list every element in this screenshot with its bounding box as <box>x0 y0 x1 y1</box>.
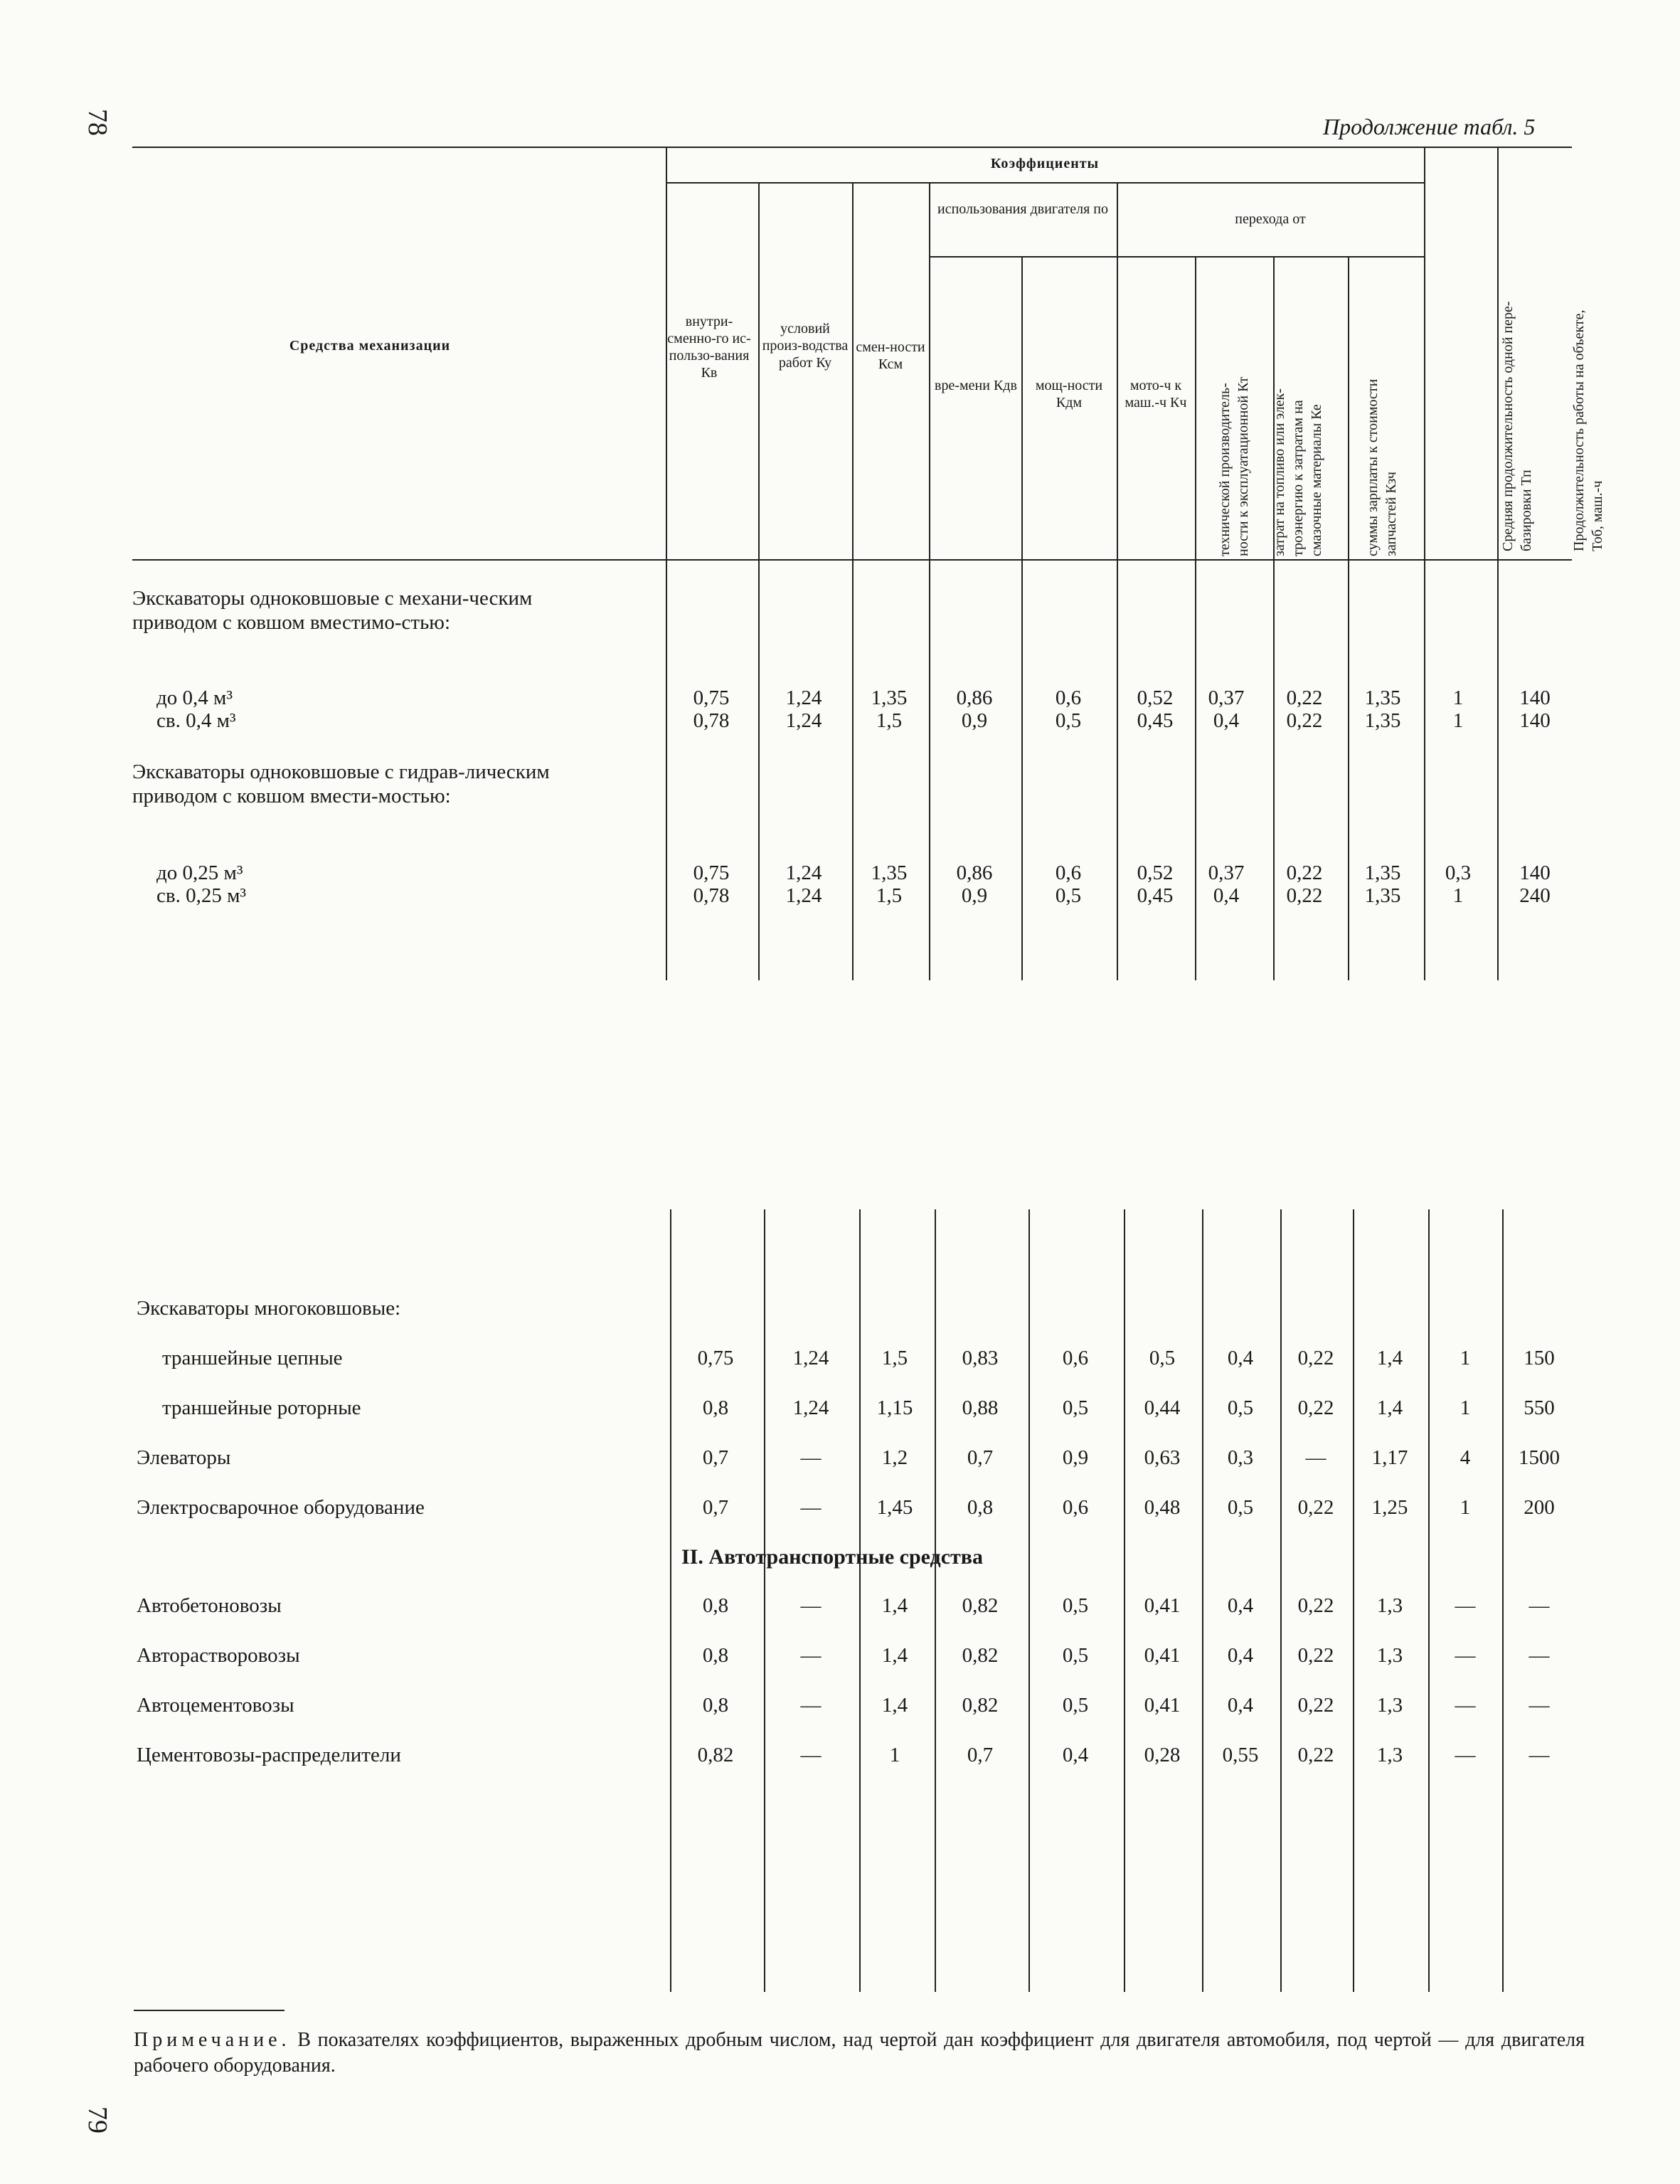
header-k-dv: вре-мени Кдв <box>935 378 1017 393</box>
table-cell: 1,35 <box>1364 709 1401 732</box>
row-label: Авторастворовозы <box>137 1644 300 1667</box>
table-cell: 0,41 <box>1144 1594 1181 1617</box>
table-cell: 0,63 <box>1144 1446 1181 1469</box>
table-cell: 0,22 <box>1297 1594 1334 1617</box>
table-cell: 1,24 <box>785 862 822 884</box>
header-engine-use: использования двигателя по <box>937 201 1108 217</box>
table-cell: 0,4 <box>1227 1694 1254 1717</box>
table-cell: — <box>800 1694 822 1717</box>
table-cell: 0,52 <box>1137 862 1174 884</box>
table-cell: — <box>800 1446 822 1469</box>
table-cell: 1,4 <box>881 1644 908 1667</box>
header-transition: перехода от <box>1235 211 1306 227</box>
page-number-bottom: 79 <box>83 2106 112 2133</box>
table-cell: 1 <box>1460 1347 1471 1369</box>
table-cell: — <box>1529 1594 1550 1617</box>
row-label: Электросварочное оборудование <box>137 1496 425 1519</box>
group-title-multi: Экскаваторы многоковшовые: <box>137 1297 401 1320</box>
table-cell: 0,6 <box>1055 687 1082 709</box>
section-title: II. Автотранспортные средства <box>681 1545 983 1569</box>
table-cell: 0,4 <box>1227 1347 1254 1369</box>
table-cell: 0,88 <box>962 1396 999 1419</box>
table-cell: 0,82 <box>697 1744 734 1766</box>
table-cell: 1 <box>1452 884 1464 907</box>
table-cell: 4 <box>1460 1446 1471 1469</box>
table-cell: 0,22 <box>1286 709 1323 732</box>
table-cell: 0,5 <box>1227 1496 1254 1519</box>
table-cell: — <box>1529 1744 1550 1766</box>
table-cell: 0,28 <box>1144 1744 1181 1766</box>
table-cell: — <box>1455 1694 1476 1717</box>
table-cell: 0,7 <box>702 1496 729 1519</box>
table-cell: 0,82 <box>962 1694 999 1717</box>
header-k-zch: суммы зарплаты к стоимости запчастей Кзч <box>1365 378 1399 556</box>
table-cell: 0,5 <box>1062 1594 1089 1617</box>
row-label: Автобетоновозы <box>137 1594 282 1617</box>
header-t-ob: Продолжительность работы на объекте, Тоб, маш.-ч <box>1571 309 1605 551</box>
page-number-top: 78 <box>83 109 112 136</box>
table-cell: — <box>800 1744 822 1766</box>
table-cell: 1,3 <box>1376 1694 1403 1717</box>
continuation-caption: Продолжение табл. 5 <box>1323 114 1536 139</box>
table-cell: 0,8 <box>702 1644 729 1667</box>
table-cell: 0,44 <box>1144 1396 1181 1419</box>
table-cell: 1,35 <box>1364 884 1401 907</box>
group-title-mech: Экскаваторы одноковшовые с механи-ческим приводом с ковшом вместимо-стью: <box>132 587 533 634</box>
table-cell: 0,41 <box>1144 1694 1181 1717</box>
row-label: до 0,25 м³ <box>156 862 243 884</box>
table-cell: 1,45 <box>876 1496 913 1519</box>
table-cell: 0,75 <box>693 862 730 884</box>
table-cell: 0,52 <box>1137 687 1174 709</box>
table-cell: 1,24 <box>792 1396 829 1419</box>
header-coefficients: Коэффициенты <box>990 156 1100 171</box>
table-cell: 1,5 <box>876 884 903 907</box>
table-cell: 1,15 <box>876 1396 913 1419</box>
table-cell: — <box>1455 1744 1476 1766</box>
table-cell: 200 <box>1524 1496 1555 1519</box>
table-cell: 1,35 <box>871 687 908 709</box>
table-cell: 1 <box>1452 687 1464 709</box>
table-cell: 1,4 <box>881 1594 908 1617</box>
table-cell: 0,48 <box>1144 1496 1181 1519</box>
table-cell: 1,4 <box>1376 1347 1403 1369</box>
table-cell: 1,24 <box>785 687 822 709</box>
row-label: траншейные цепные <box>162 1347 343 1369</box>
footnote <box>134 2027 1585 2079</box>
table-cell: 1,35 <box>871 862 908 884</box>
table-cell: — <box>1529 1644 1550 1667</box>
table-cell: 1,24 <box>792 1347 829 1369</box>
table-cell: 0,83 <box>962 1347 999 1369</box>
table-cell: 0,7 <box>967 1446 994 1469</box>
table-cell: — <box>1305 1446 1327 1469</box>
header-k-u: условий произ-водства работ Ку <box>762 321 849 371</box>
table-cell: 0,8 <box>702 1694 729 1717</box>
table-cell: 1,3 <box>1376 1594 1403 1617</box>
table-cell: 0,6 <box>1055 862 1082 884</box>
table-cell: 0,22 <box>1297 1396 1334 1419</box>
table-cell: 0,55 <box>1222 1744 1259 1766</box>
row-label: траншейные роторные <box>162 1396 361 1419</box>
row-label: до 0,4 м³ <box>156 687 233 709</box>
table-cell: 0,5 <box>1062 1694 1089 1717</box>
table-cell: 1,35 <box>1364 687 1401 709</box>
table-cell: 1,4 <box>881 1694 908 1717</box>
table-cell: 1,25 <box>1371 1496 1408 1519</box>
table-cell: 140 <box>1519 862 1551 884</box>
table-cell: 0,5 <box>1055 884 1082 907</box>
table-cell: 1,3 <box>1376 1644 1403 1667</box>
table-cell: 1 <box>1460 1496 1471 1519</box>
table-cell: 0,86 <box>956 687 993 709</box>
table-cell: — <box>800 1496 822 1519</box>
table-cell: 0,22 <box>1297 1744 1334 1766</box>
table-cell: 240 <box>1519 884 1551 907</box>
table-cell: 0,22 <box>1297 1496 1334 1519</box>
table-cell: 0,5 <box>1062 1396 1089 1419</box>
table-cell: 1,3 <box>1376 1744 1403 1766</box>
table-cell: 0,45 <box>1137 709 1174 732</box>
row-label: св. 0,4 м³ <box>156 709 236 732</box>
table-cell: 0,22 <box>1286 862 1323 884</box>
table-cell: 1,5 <box>881 1347 908 1369</box>
table-cell: 0,22 <box>1286 687 1323 709</box>
header-k-dm: мощ-ности Кдм <box>1035 378 1103 410</box>
table-cell: 0,8 <box>702 1396 729 1419</box>
table-cell: 0,6 <box>1062 1496 1089 1519</box>
table-cell: 0,9 <box>961 884 988 907</box>
table-cell: 140 <box>1519 687 1551 709</box>
header-k-ch: мото-ч к маш.-ч Кч <box>1125 378 1187 410</box>
table-cell: 0,5 <box>1149 1347 1176 1369</box>
header-k-sm: смен-ности Ксм <box>856 339 925 372</box>
table-cell: 0,5 <box>1055 709 1082 732</box>
table-cell: 0,8 <box>967 1496 994 1519</box>
table-cell: — <box>1455 1594 1476 1617</box>
table-cell: 1 <box>1452 709 1464 732</box>
table-cell: 1500 <box>1519 1446 1560 1469</box>
header-k-v: внутри-сменно-го ис-пользо-вания Кв <box>667 314 751 381</box>
table-cell: 0,5 <box>1227 1396 1254 1419</box>
table-cell: — <box>800 1594 822 1617</box>
row-label: Автоцементовозы <box>137 1694 294 1717</box>
table-cell: 0,9 <box>961 709 988 732</box>
table-cell: 0,86 <box>956 862 993 884</box>
row-label: св. 0,25 м³ <box>156 884 247 907</box>
table-cell: 140 <box>1519 709 1551 732</box>
table-cell: — <box>1455 1644 1476 1667</box>
table-cell: 0,78 <box>693 709 730 732</box>
table-cell: 1,4 <box>1376 1396 1403 1419</box>
table-cell: 0,5 <box>1062 1644 1089 1667</box>
table-cell: 0,22 <box>1297 1644 1334 1667</box>
table-cell: 0,7 <box>702 1446 729 1469</box>
table-cell: 0,22 <box>1297 1694 1334 1717</box>
table-cell: 0,4 <box>1213 709 1240 732</box>
header-k-t: технической производитель- ности к эксплуатационной Кт <box>1217 376 1251 556</box>
table-cell: 0,4 <box>1213 884 1240 907</box>
table-cell: 0,8 <box>702 1594 729 1617</box>
row-label: Цементовозы-распределители <box>137 1744 401 1766</box>
table-cell: 0,6 <box>1062 1347 1089 1369</box>
table-cell: 0,4 <box>1227 1594 1254 1617</box>
footnote-text: В показателях коэффициентов, выраженных дробным числом, над чертой дан коэффициент для двигателя автомобиля, под чертой — для двигателя рабочего оборудования. <box>134 2029 1585 2077</box>
table-cell: — <box>800 1644 822 1667</box>
table-cell: 0,37 <box>1208 862 1245 884</box>
table-cell: 1,2 <box>881 1446 908 1469</box>
table-cell: — <box>1529 1694 1550 1717</box>
table-cell: 150 <box>1524 1347 1555 1369</box>
table-cell: 0,37 <box>1208 687 1245 709</box>
table-cell: 0,22 <box>1297 1347 1334 1369</box>
table-cell: 0,9 <box>1062 1446 1089 1469</box>
table-cell: 1,17 <box>1371 1446 1408 1469</box>
table-cell: 0,78 <box>693 884 730 907</box>
table-cell: 550 <box>1524 1396 1555 1419</box>
table-cell: 0,75 <box>693 687 730 709</box>
row-label: Элеваторы <box>137 1446 231 1469</box>
header-k-e: затрат на топливо или элек- троэнергию к затратам на смазочные материалы Ке <box>1272 388 1324 556</box>
table-cell: 0,22 <box>1286 884 1323 907</box>
table-cell: 1,24 <box>785 709 822 732</box>
table-cell: 0,3 <box>1445 862 1472 884</box>
header-mechanism: Средства механизации <box>289 338 451 354</box>
table-cell: 0,41 <box>1144 1644 1181 1667</box>
table-cell: 0,82 <box>962 1594 999 1617</box>
table-cell: 1 <box>889 1744 900 1766</box>
footnote-label: Примечание. <box>134 2029 291 2051</box>
table-cell: 1,5 <box>876 709 903 732</box>
table-cell: 0,4 <box>1062 1744 1089 1766</box>
table-cell: 1 <box>1460 1396 1471 1419</box>
table-cell: 0,82 <box>962 1644 999 1667</box>
table-cell: 0,3 <box>1227 1446 1254 1469</box>
header-t-p: Средняя продолжительность одной пере- базировки Тп <box>1500 301 1534 551</box>
table-cell: 0,75 <box>697 1347 734 1369</box>
table-cell: 1,24 <box>785 884 822 907</box>
table-cell: 0,45 <box>1137 884 1174 907</box>
table-cell: 0,4 <box>1227 1644 1254 1667</box>
table-cell: 0,7 <box>967 1744 994 1766</box>
group-title-hydr: Экскаваторы одноковшовые с гидрав-лическим приводом с ковшом вмести-мостью: <box>132 760 550 807</box>
table-cell: 1,35 <box>1364 862 1401 884</box>
